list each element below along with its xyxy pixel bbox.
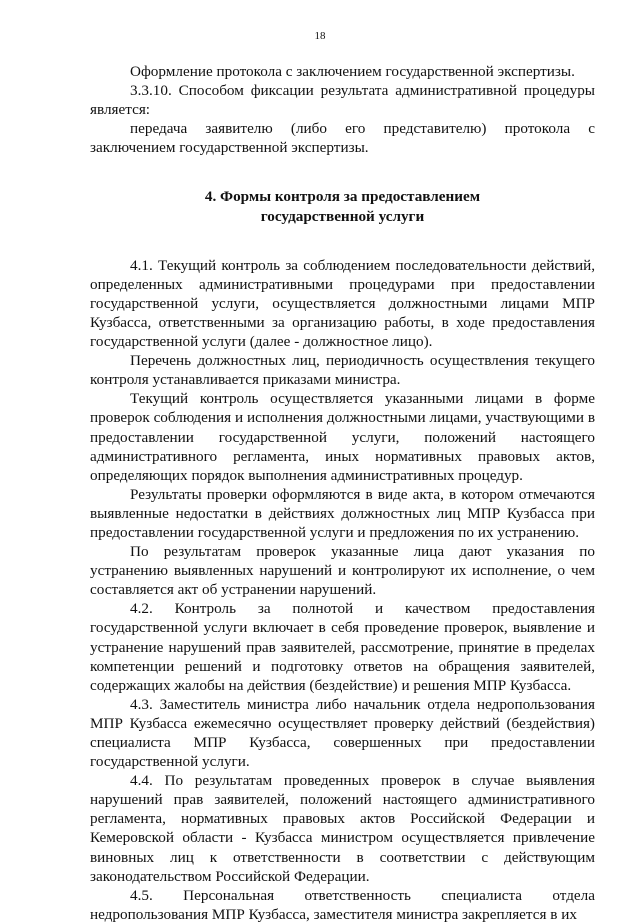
paragraph-4-1: 4.1. Текущий контроль за соблюдением последовательности действий, определенных административными процедурами при предоставлении государственной услуги, осуществляется должностными лицами МПР Кузбасса, ответственными за организацию работы, в ходе предоставления государственной услуги (далее - должностное лицо). bbox=[90, 256, 595, 351]
paragraph-4-2: 4.2. Контроль за полнотой и качеством предоставления государственной услуги включает в себя проведение проверок, выявление и устранение нарушений прав заявителей, рассмотрение, принятие в пределах компетенции решений и подготовку ответов на обращения заявителей, содержащих жалобы на действия (бездействие) и решения МПР Кузбасса. bbox=[90, 600, 595, 694]
section-heading-line-2: государственной услуги bbox=[260, 207, 425, 225]
paragraph-protocol-transfer: передача заявителю (либо его представителю) протокола с заключением государственной экспертизы. bbox=[90, 120, 595, 157]
paragraph-4-3: 4.3. Заместитель министра либо начальник отдела недропользования МПР Кузбасса ежемесячно осуществляет проверку действий (бездействия) специалиста МПР Кузбасса, совершенных при предоставлении государственной услуги. bbox=[90, 695, 595, 771]
paragraph-3-3-10: 3.3.10. Способом фиксации результата административной процедуры является: bbox=[90, 82, 595, 119]
paragraph-inspection-results: Результаты проверки оформляются в виде акта, в котором отмечаются выявленные недостатки в действиях должностных лиц МПР Кузбасса при предоставлении государственной услуги и предложения по их устранению. bbox=[90, 485, 595, 541]
paragraph-4-5: 4.5. Персональная ответственность специалиста отдела недропользования МПР Кузбасса, заместителя министра закрепляется в их bbox=[90, 886, 595, 923]
document-body bbox=[90, 62, 595, 924]
paragraph-inspection-instructions: По результатам проверок указанные лица дают указания по устранению выявленных нарушений и контролируют их исполнение, о чем составляется акт об устранении нарушений. bbox=[90, 543, 595, 599]
paragraph-officials-list: Перечень должностных лиц, периодичность осуществления текущего контроля устанавливается приказами министра. bbox=[90, 352, 595, 389]
paragraph-current-control: Текущий контроль осуществляется указанными лицами в форме проверок соблюдения и исполнения должностными лицами, участвующими в предоставлении государственной услуги, положений настоящего административного регламента, иных нормативных правовых актов, определяющих порядок выполнения административных процедур. bbox=[90, 390, 595, 484]
section-heading bbox=[90, 187, 595, 225]
section-heading-line-1: 4. Формы контроля за предоставлением bbox=[204, 188, 481, 206]
paragraph-protocol-formatting: Оформление протокола с заключением государственной экспертизы. bbox=[130, 63, 575, 80]
paragraph-4-4: 4.4. По результатам проведенных проверок в случае выявления нарушений прав заявителей, положений настоящего административного регламента, нормативных правовых актов Российской Федерации и Кемеровской области - Кузбасса министром осуществляется привлечение виновных лиц к ответственности в соответствии с действующим законодательством Российской Федерации. bbox=[90, 772, 595, 885]
page-number: 18 bbox=[314, 30, 326, 42]
